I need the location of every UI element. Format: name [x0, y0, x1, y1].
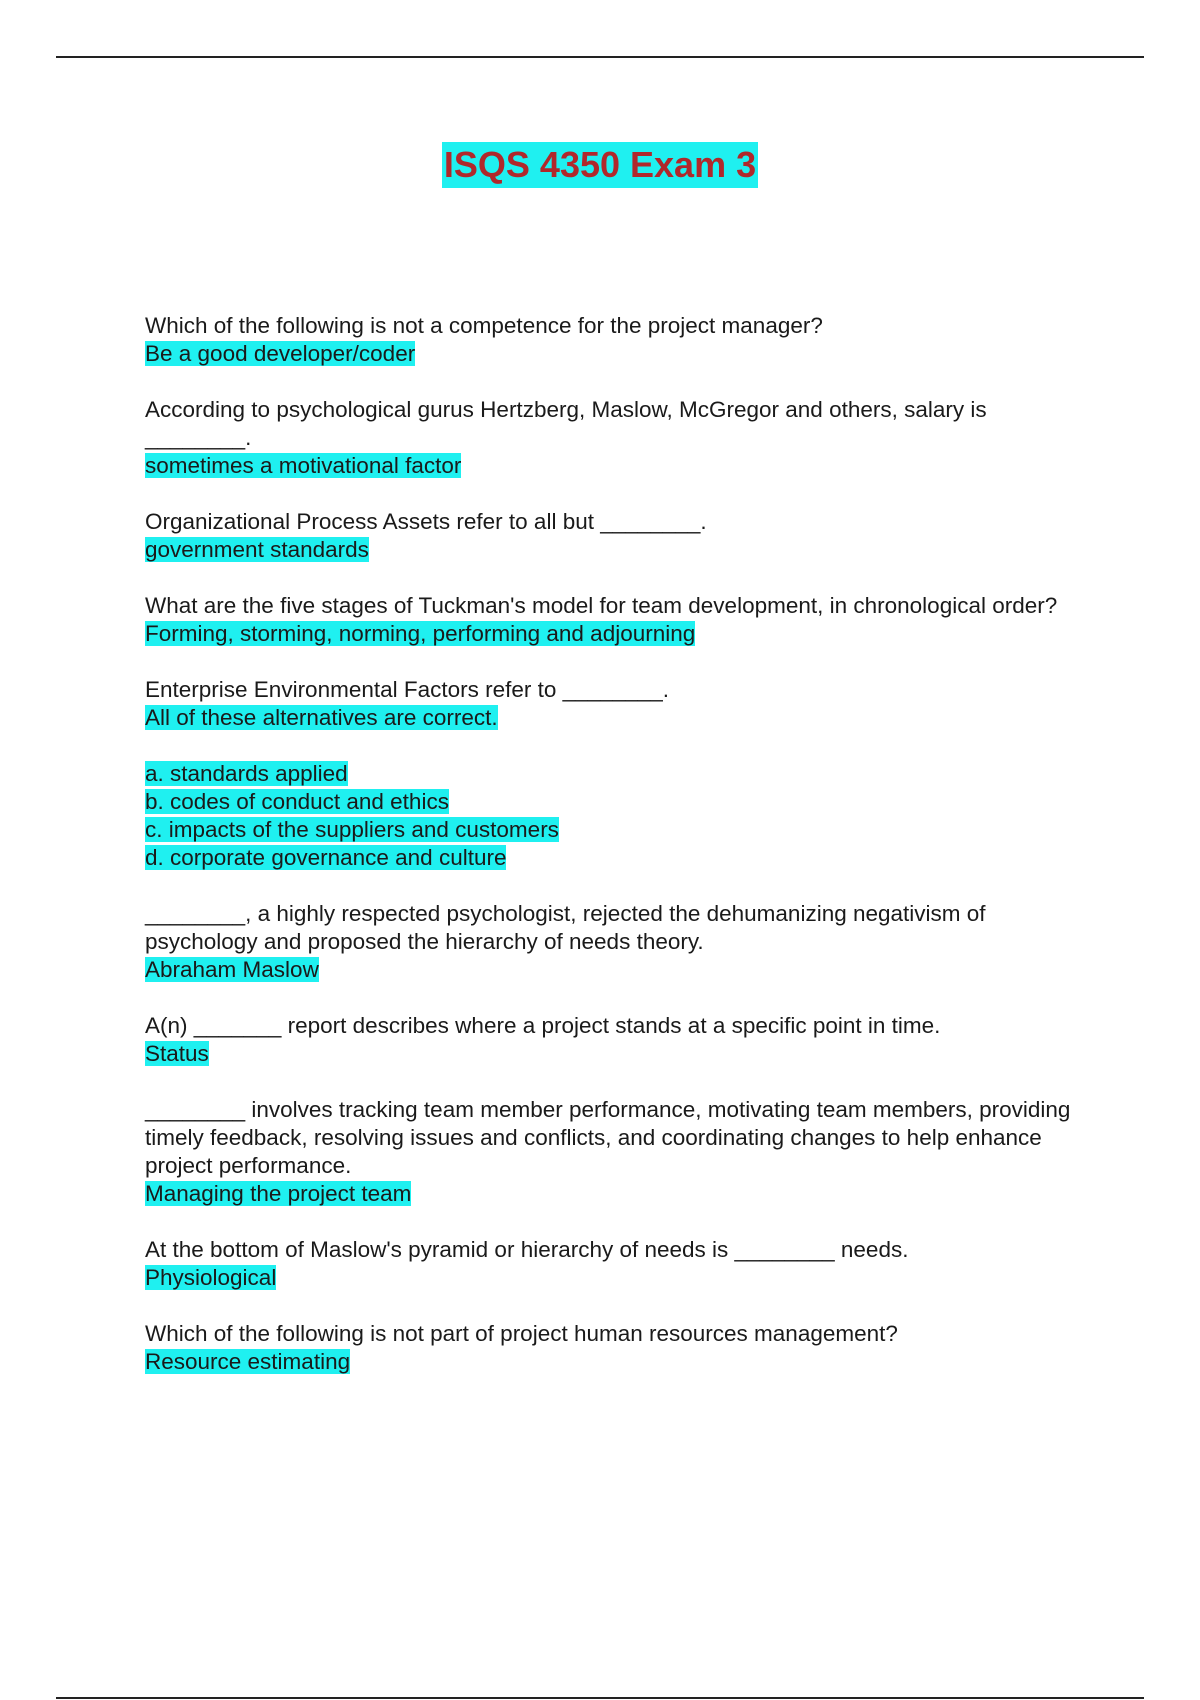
answer-text: All of these alternatives are correct. — [145, 705, 498, 730]
question-text: ________ involves tracking team member performance, motivating team members, providing timely feedback, resolving issues and conflicts, and coordinating changes to help enhance project performance. — [145, 1097, 1077, 1178]
answer-text: Abraham Maslow — [145, 957, 319, 982]
qa-item — [145, 396, 1080, 480]
question-text: ________, a highly respected psychologist, rejected the dehumanizing negativism of psychology and proposed the hierarchy of needs theory. — [145, 901, 992, 954]
qa-item — [145, 1236, 1080, 1292]
option-item: a. standards applied — [145, 761, 348, 786]
qa-item — [145, 508, 1080, 564]
option-item: d. corporate governance and culture — [145, 845, 507, 870]
question-text: According to psychological gurus Hertzberg, Maslow, McGregor and others, salary is ________. — [145, 397, 993, 450]
answer-text: sometimes a motivational factor — [145, 453, 462, 478]
qa-item — [145, 676, 1080, 872]
answer-text: Status — [145, 1041, 209, 1066]
question-text: What are the five stages of Tuckman's model for team development, in chronological order? — [145, 593, 1058, 618]
answer-text: Resource estimating — [145, 1349, 351, 1374]
option-item: b. codes of conduct and ethics — [145, 789, 449, 814]
page-title: ISQS 4350 Exam 3 — [442, 142, 758, 188]
answer-text: Forming, storming, norming, performing and adjourning — [145, 621, 696, 646]
question-text: Which of the following is not a competence for the project manager? — [145, 313, 823, 338]
qa-item — [145, 1096, 1080, 1208]
qa-item — [145, 592, 1080, 648]
answer-text: Managing the project team — [145, 1181, 412, 1206]
answer-text: government standards — [145, 537, 369, 562]
question-text: Which of the following is not part of project human resources management? — [145, 1321, 898, 1346]
option-list — [145, 760, 1080, 872]
option-item: c. impacts of the suppliers and customers — [145, 817, 559, 842]
bottom-rule — [56, 1697, 1144, 1699]
question-text: Organizational Process Assets refer to all but ________. — [145, 509, 707, 534]
question-text: A(n) _______ report describes where a project stands at a specific point in time. — [145, 1013, 941, 1038]
question-text: At the bottom of Maslow's pyramid or hierarchy of needs is ________ needs. — [145, 1237, 909, 1262]
question-text: Enterprise Environmental Factors refer to ________. — [145, 677, 670, 702]
question-list — [145, 312, 1080, 1404]
title-container — [0, 142, 1200, 188]
answer-text: Be a good developer/coder — [145, 341, 416, 366]
qa-item — [145, 312, 1080, 368]
answer-text: Physiological — [145, 1265, 277, 1290]
qa-item — [145, 900, 1080, 984]
qa-item — [145, 1012, 1080, 1068]
top-rule — [56, 56, 1144, 58]
qa-item — [145, 1320, 1080, 1376]
